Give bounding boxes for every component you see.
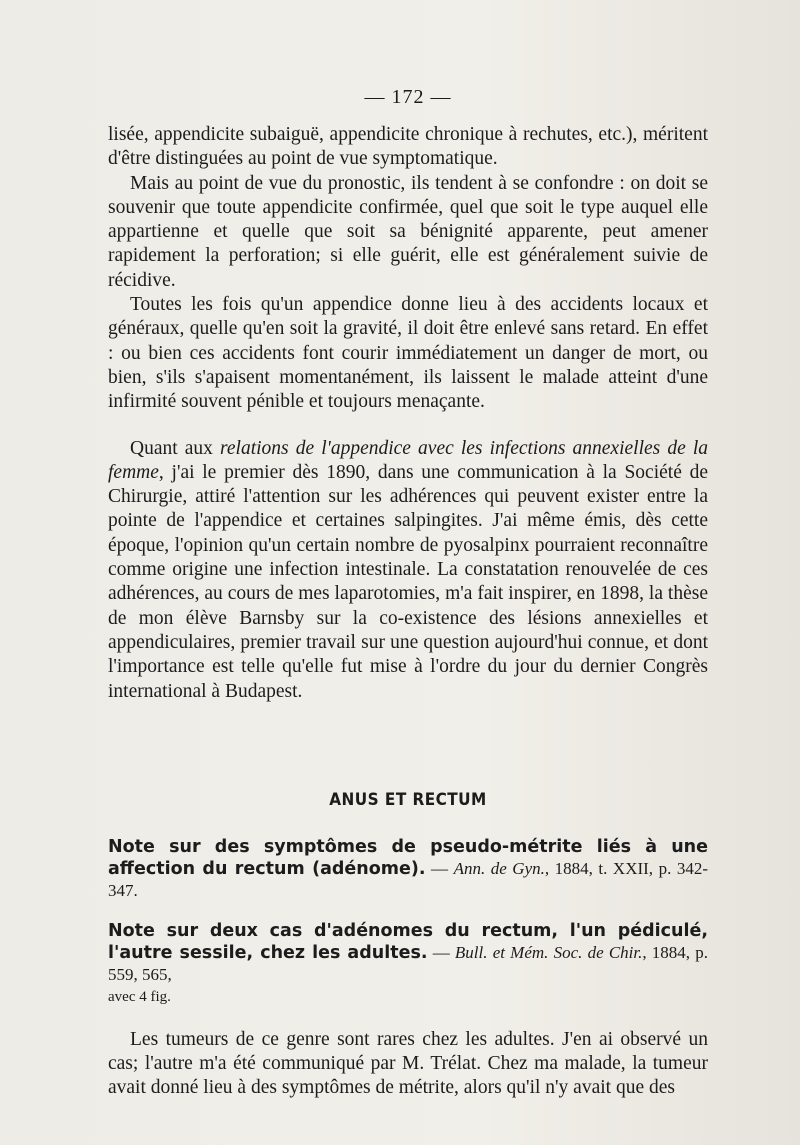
entry-2-ref: , 1884, p. 559, 565, bbox=[108, 942, 708, 984]
entry-2-extra: avec 4 fig. bbox=[108, 988, 171, 1005]
page-number: — 172 — bbox=[364, 86, 452, 108]
bibliography-entry-2 bbox=[108, 920, 708, 1008]
paragraph-2: Mais au point de vue du pronostic, ils tendent à se confondre : on doit se souvenir que toute appendicite confirmée, quel que soit le type auquel elle appartienne et quelle que soit sa bénignité apparente, peut amener rapidement la perforation; si elle guérit, elle est généralement suivie de récidive. bbox=[108, 172, 708, 291]
paragraph-4-rest: , j'ai le premier dès 1890, dans une communication à la Société de Chirurgie, attiré l'attention sur les adhérences qui peuvent exister entre la pointe de l'appendice et certaines salpingites. J'ai même émis, dès cette époque, l'opinion qu'un certain nombre de pyosalpinx pourraient reconnaître comme origine une infection intestinale. La constatation renouvelée de ces adhérences, au cours de mes laparotomies, m'a fait inspirer, en 1898, la thèse de mon élève Barnsby sur la co-existence des lésions annexielles et appendiculaires, premier travail sur une question aujourd'hui connue, et dont l'importance est telle qu'elle fut mise à l'ordre du jour du dernier Congrès international à Budapest. bbox=[108, 461, 708, 702]
entry-2-journal: Bull. et Mém. Soc. de Chir. bbox=[454, 942, 643, 962]
entry-1-title: Note sur des symptômes de pseudo-métrite liés à une affection du rectum (adénome). bbox=[108, 836, 708, 879]
paragraph-4-italic: relations de l'appendice avec les infections annexielles de la femme bbox=[108, 437, 709, 483]
section-heading: ANUS ET RECTUM bbox=[329, 789, 487, 810]
paragraph-gap bbox=[108, 415, 708, 437]
entry-2-dash: — bbox=[427, 942, 455, 962]
final-paragraph: Les tumeurs de ce genre sont rares chez les adultes. J'en ai observé un cas; l'autre m'a été communiqué par M. Trélat. Chez ma malade, la tumeur avait donné lieu à des symptômes de métrite, alors qu'il n'y avait que des bbox=[108, 1028, 708, 1099]
paragraph-4 bbox=[108, 437, 708, 704]
entry-2-title: Note sur deux cas d'adénomes du rectum, l'un pédiculé, l'autre sessile, chez les adultes. bbox=[108, 920, 708, 963]
paragraph-3: Toutes les fois qu'un appendice donne lieu à des accidents locaux et généraux, quelle qu'en soit la gravité, il doit être enlevé sans retard. En effet : ou bien ces accidents font courir immédiatement un danger de mort, ou bien, s'ils s'apaisent momentanément, ils laissent le malade atteint d'une infirmité souvent pénible et toujours menaçante. bbox=[108, 294, 708, 413]
entry-1-ref: , 1884, t. XXII, p. 342-347. bbox=[108, 858, 708, 900]
entry-1-dash: — bbox=[425, 858, 454, 878]
bibliography-entry-1 bbox=[108, 836, 708, 902]
paragraph-1: lisée, appendicite subaiguë, appendicite chronique à rechutes, etc.), méritent d'être distinguées au point de vue symptomatique. bbox=[108, 124, 708, 170]
entry-1-journal: Ann. de Gyn. bbox=[453, 858, 545, 878]
paragraph-4-lead: Quant aux bbox=[130, 437, 221, 459]
